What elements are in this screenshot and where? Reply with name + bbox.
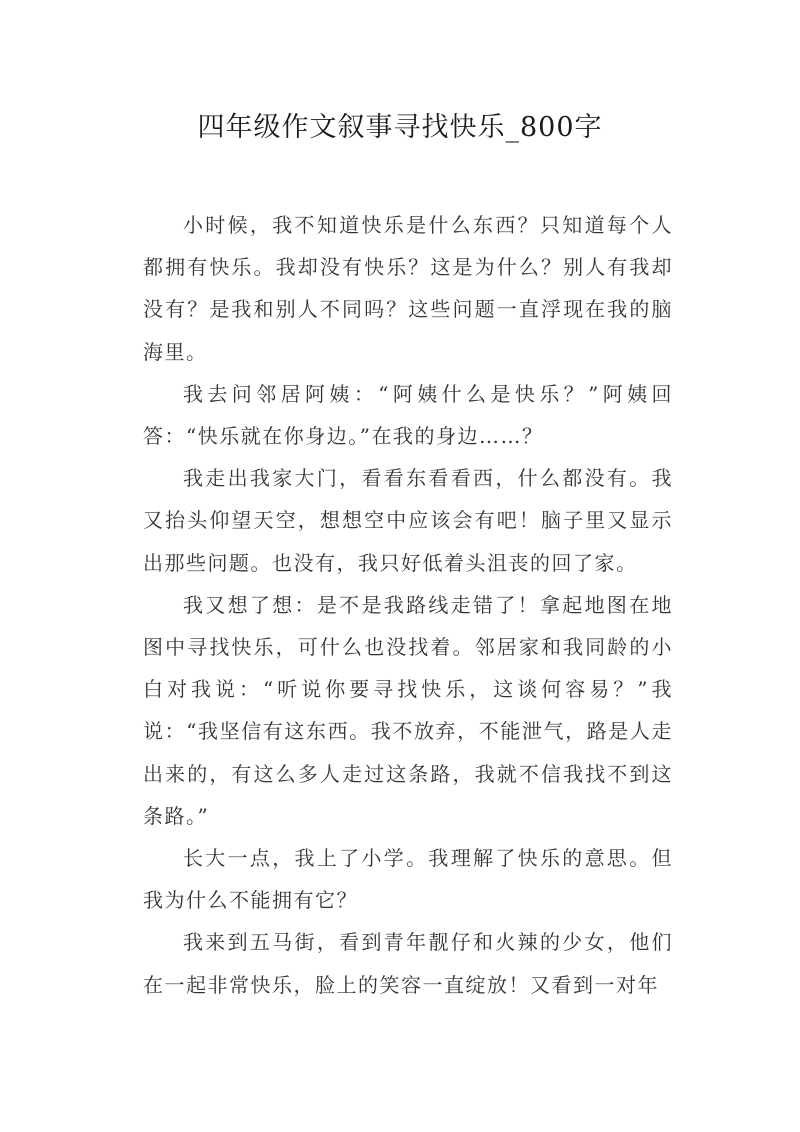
document-title: 四年级作文叙事寻找快乐_800字 <box>197 112 603 143</box>
paragraph: 长大一点，我上了小学。我理解了快乐的意思。但我为什么不能拥有它？ <box>143 846 673 913</box>
paragraph: 小时候，我不知道快乐是什么东西？只知道每个人都拥有快乐。我却没有快乐？这是为什么？别人有我却没有？是我和别人不同吗？这些问题一直浮现在我的脑海里。 <box>143 213 673 364</box>
paragraph: 我走出我家大门，看看东看看西，什么都没有。我又抬头仰望天空，想想空中应该会有吧！脑子里又显示出那些问题。也没有，我只好低着头沮丧的回了家。 <box>143 466 673 575</box>
paragraph: 我去问邻居阿姨：“阿姨什么是快乐？”阿姨回答：“快乐就在你身边。”在我的身边……？ <box>143 381 673 449</box>
paragraph: 我来到五马街，看到青年靓仔和火辣的少女，他们在一起非常快乐，脸上的笑容一直绽放！又看到一对年 <box>143 930 673 997</box>
paragraph: 我又想了想：是不是我路线走错了！拿起地图在地图中寻找快乐，可什么也没找着。邻居家和我同龄的小白对我说：“听说你要寻找快乐，这谈何容易？”我说：“我坚信有这东西。我不放弃，不能泄气，路是人走出来的，有这么多人走过这条路，我就不信我找不到这条路。” <box>143 592 673 828</box>
document-body <box>143 204 673 1006</box>
